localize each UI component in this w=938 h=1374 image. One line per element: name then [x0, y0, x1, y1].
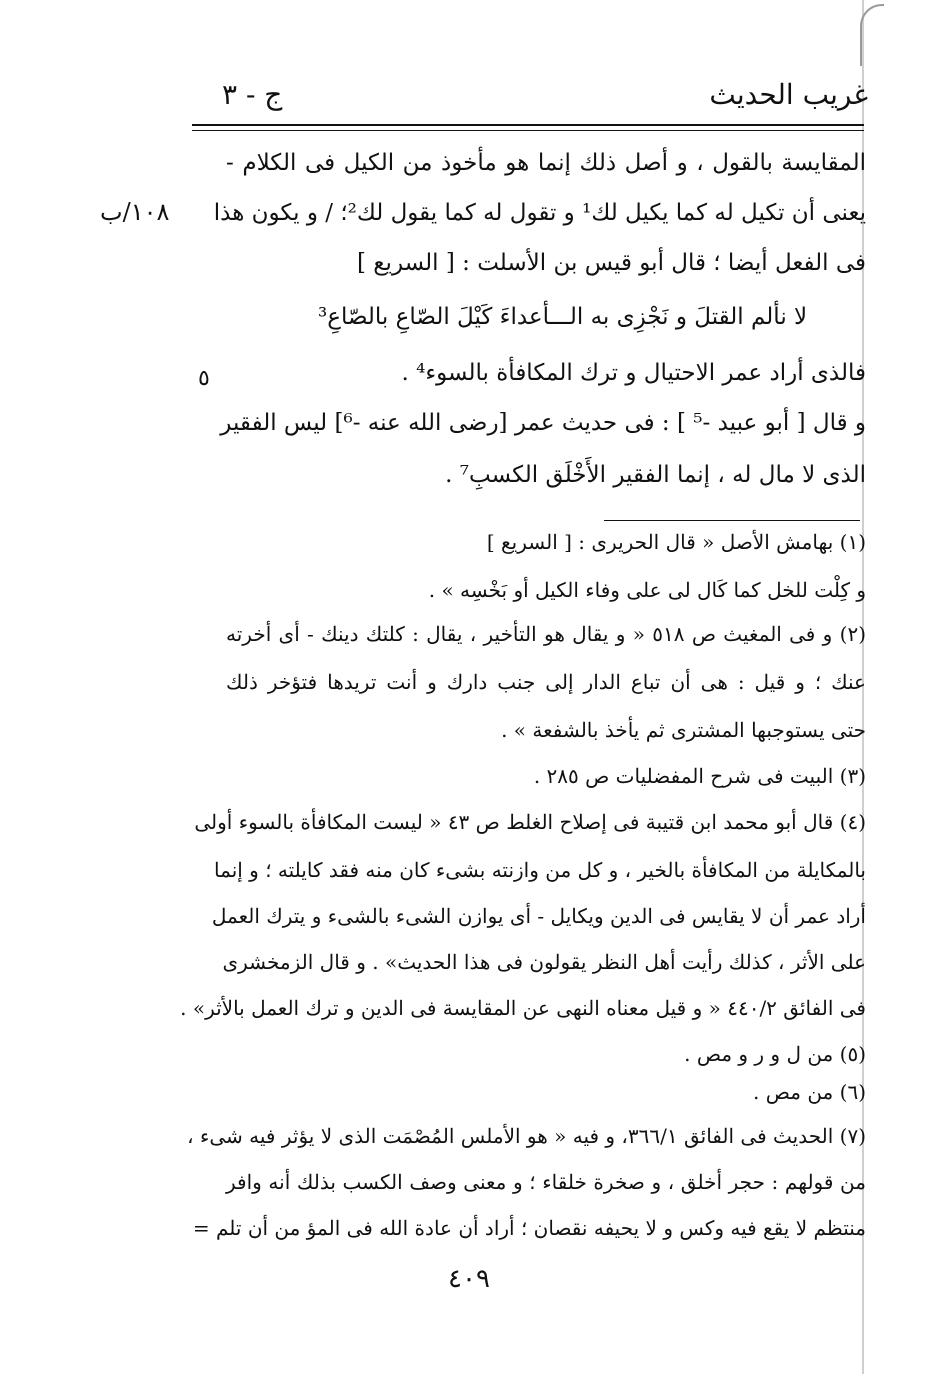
- footnote-line: (٧) الحديث فى الفائق ٣٦٦/١، و فيه « هو الأملس المُصْمَت الذى لا يؤثر فيه شىء ،: [187, 1124, 866, 1148]
- footnote-line: أراد عمر أن لا يقايس فى الدين ويكايل - أى يوازن الشىء بالشىء و يترك العمل: [211, 904, 866, 928]
- body-line: و قال [ أبو عبيد -⁵ ] : فى حديث عمر [رضى الله عنه -⁶] ليس الفقير: [220, 410, 866, 436]
- body-line: فى الفعل أيضا ؛ قال أبو قيس بن الأسلت : [ السريع ]: [357, 250, 866, 276]
- footnote-line: من قولهم : حجر أخلق ، و صخرة خلقاء ؛ و معنى وصف الكسب بذلك أنه وافر: [226, 1170, 866, 1194]
- poetry-verse: لا نألم القتلَ و نَجْزِى به الـــأعداءَ كَيْلَ الصّاعِ بالصّاعِ³: [318, 304, 808, 330]
- line-number-marker: ٥: [198, 366, 210, 391]
- page-number: ٤٠٩: [448, 1264, 490, 1294]
- footnote-line: على الأثر ، كذلك رأيت أهل النظر يقولون فى هذا الحديث» . و قال الزمخشرى: [222, 950, 866, 974]
- running-header-title: غريب الحديث: [709, 78, 868, 111]
- header-rule-thin: [192, 130, 864, 131]
- footnote-line: (٢) و فى المغيث ص ٥١٨ « و يقال هو التأخير ، يقال : كلتك دينك - أى أخرته: [226, 622, 866, 646]
- footnote-separator: [604, 520, 860, 521]
- footnote-line: فى الفائق ٤٤٠/٢ « و قيل معناه النهى عن المقايسة فى الدين و ترك العمل بالأثر» .: [180, 996, 866, 1020]
- running-header-volume: ج - ٣: [222, 78, 283, 111]
- footnote-line: عنك ؛ و قيل : هى أن تباع الدار إلى جنب دارك و أنت تريدها فتؤخر ذلك: [226, 670, 866, 694]
- footnote-line: و كِلْت للخل كما كَال لى على وفاء الكيل أو بَخْسِه » .: [428, 578, 866, 602]
- footnote-line: (٦) من مص .: [753, 1080, 866, 1104]
- body-line: فالذى أراد عمر الاحتيال و ترك المكافأة بالسوء⁴ .: [401, 360, 866, 386]
- body-line: الذى لا مال له ، إنما الفقير الأَخْلَق الكسبِ⁷ .: [445, 462, 866, 488]
- footnote-line: (٣) البيت فى شرح المفضليات ص ٢٨٥ .: [533, 764, 866, 788]
- footnote-line: بالمكايلة من المكافأة بالخير ، و كل من وازنته بشىء كان منه فقد كايلته ؛ و إنما: [214, 858, 866, 882]
- footnote-line: منتظم لا يقع فيه وكس و لا يحيفه نقصان ؛ أراد أن عادة الله فى المؤ من أن تلم =: [192, 1216, 866, 1240]
- body-line: يعنى أن تكيل له كما يكيل لك¹ و تقول له كما يقول لك²؛ / و يكون هذا: [213, 200, 866, 226]
- page-curl: [860, 4, 884, 66]
- body-line: المقايسة بالقول ، و أصل ذلك إنما هو مأخوذ من الكيل فى الكلام -: [226, 150, 866, 176]
- footnote-line: (١) بهامش الأصل « قال الحريرى : [ السريع ]: [486, 530, 866, 554]
- header-rule: [192, 124, 864, 126]
- footnote-line: (٤) قال أبو محمد ابن قتيبة فى إصلاح الغلط ص ٤٣ « ليست المكافأة بالسوء أولى: [194, 810, 866, 834]
- folio-reference: ١٠٨/ب: [100, 198, 170, 226]
- footnote-line: حتى يستوجبها المشترى ثم يأخذ بالشفعة » .: [501, 718, 866, 742]
- footnote-line: (٥) من ل و ر و مص .: [684, 1042, 866, 1066]
